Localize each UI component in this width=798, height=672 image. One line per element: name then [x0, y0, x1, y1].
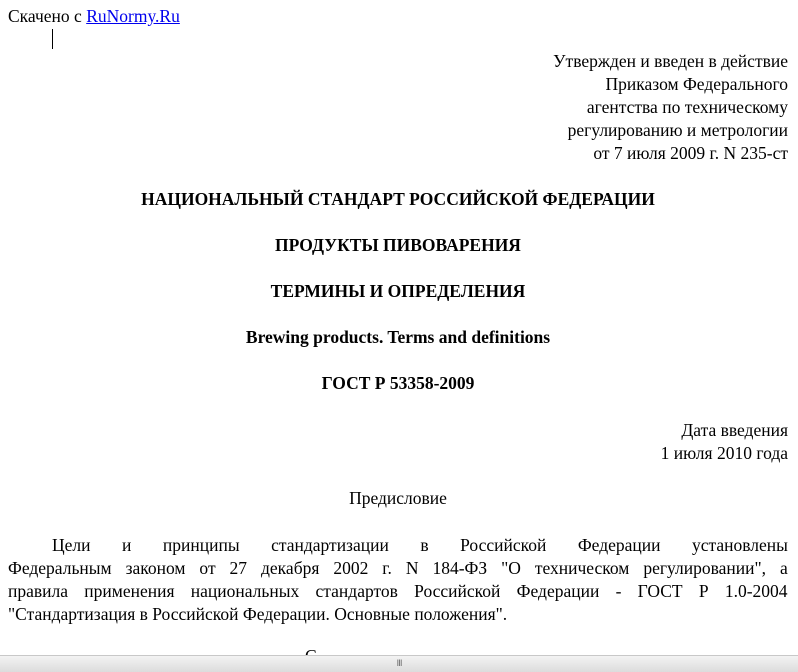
approval-block — [553, 50, 788, 165]
intro-date-block — [661, 419, 788, 465]
paragraph-word: стандартизации — [271, 535, 389, 555]
horizontal-scrollbar[interactable] — [0, 655, 798, 672]
paragraph-line-first — [8, 534, 788, 557]
preface-title: Предисловие — [349, 488, 447, 508]
approval-line: Приказом Федерального — [605, 74, 788, 94]
text-cursor — [52, 29, 53, 49]
terms-heading: ТЕРМИНЫ И ОПРЕДЕЛЕНИЯ — [270, 281, 526, 301]
product-heading: ПРОДУКТЫ ПИВОВАРЕНИЯ — [275, 235, 521, 255]
intro-date-value: 1 июля 2010 года — [660, 443, 788, 463]
paragraph-word: Российской — [460, 535, 547, 555]
intro-date-label: Дата введения — [681, 420, 788, 440]
source-link[interactable]: RuNormy.Ru — [86, 6, 180, 26]
standard-heading: НАЦИОНАЛЬНЫЙ СТАНДАРТ РОССИЙСКОЙ ФЕДЕРАЦИИ — [141, 189, 655, 209]
approval-line: Утвержден и введен в действие — [553, 51, 788, 71]
gost-number: ГОСТ Р 53358-2009 — [321, 373, 475, 393]
scroll-grip-icon[interactable]: III — [396, 659, 402, 669]
paragraph-line: правила применения национальных стандартов Российской Федерации - ГОСТ Р 1.0-2004 — [8, 581, 788, 601]
source-line — [8, 5, 180, 27]
paragraph-line: "Стандартизация в Российской Федерации. Основные положения". — [8, 604, 508, 624]
paragraph-word: Цели — [52, 535, 91, 555]
paragraph-word: принципы — [162, 535, 240, 555]
paragraph-word: Федерации — [577, 535, 661, 555]
approval-line: агентства по техническому — [586, 97, 788, 117]
english-title: Brewing products. Terms and definitions — [245, 327, 551, 347]
approval-line: регулированию и метрологии — [567, 120, 788, 140]
approval-line: от 7 июля 2009 г. N 235-ст — [593, 143, 788, 163]
paragraph-line: Федеральным законом от 27 декабря 2002 г. N 184-ФЗ "О техническом регулировании", а — [8, 558, 788, 578]
paragraph-word: установлены — [692, 535, 788, 555]
paragraph-word: и — [122, 535, 132, 555]
source-prefix: Скачено с — [8, 6, 82, 26]
paragraph-word: в — [420, 535, 429, 555]
preface-paragraph — [8, 534, 788, 626]
